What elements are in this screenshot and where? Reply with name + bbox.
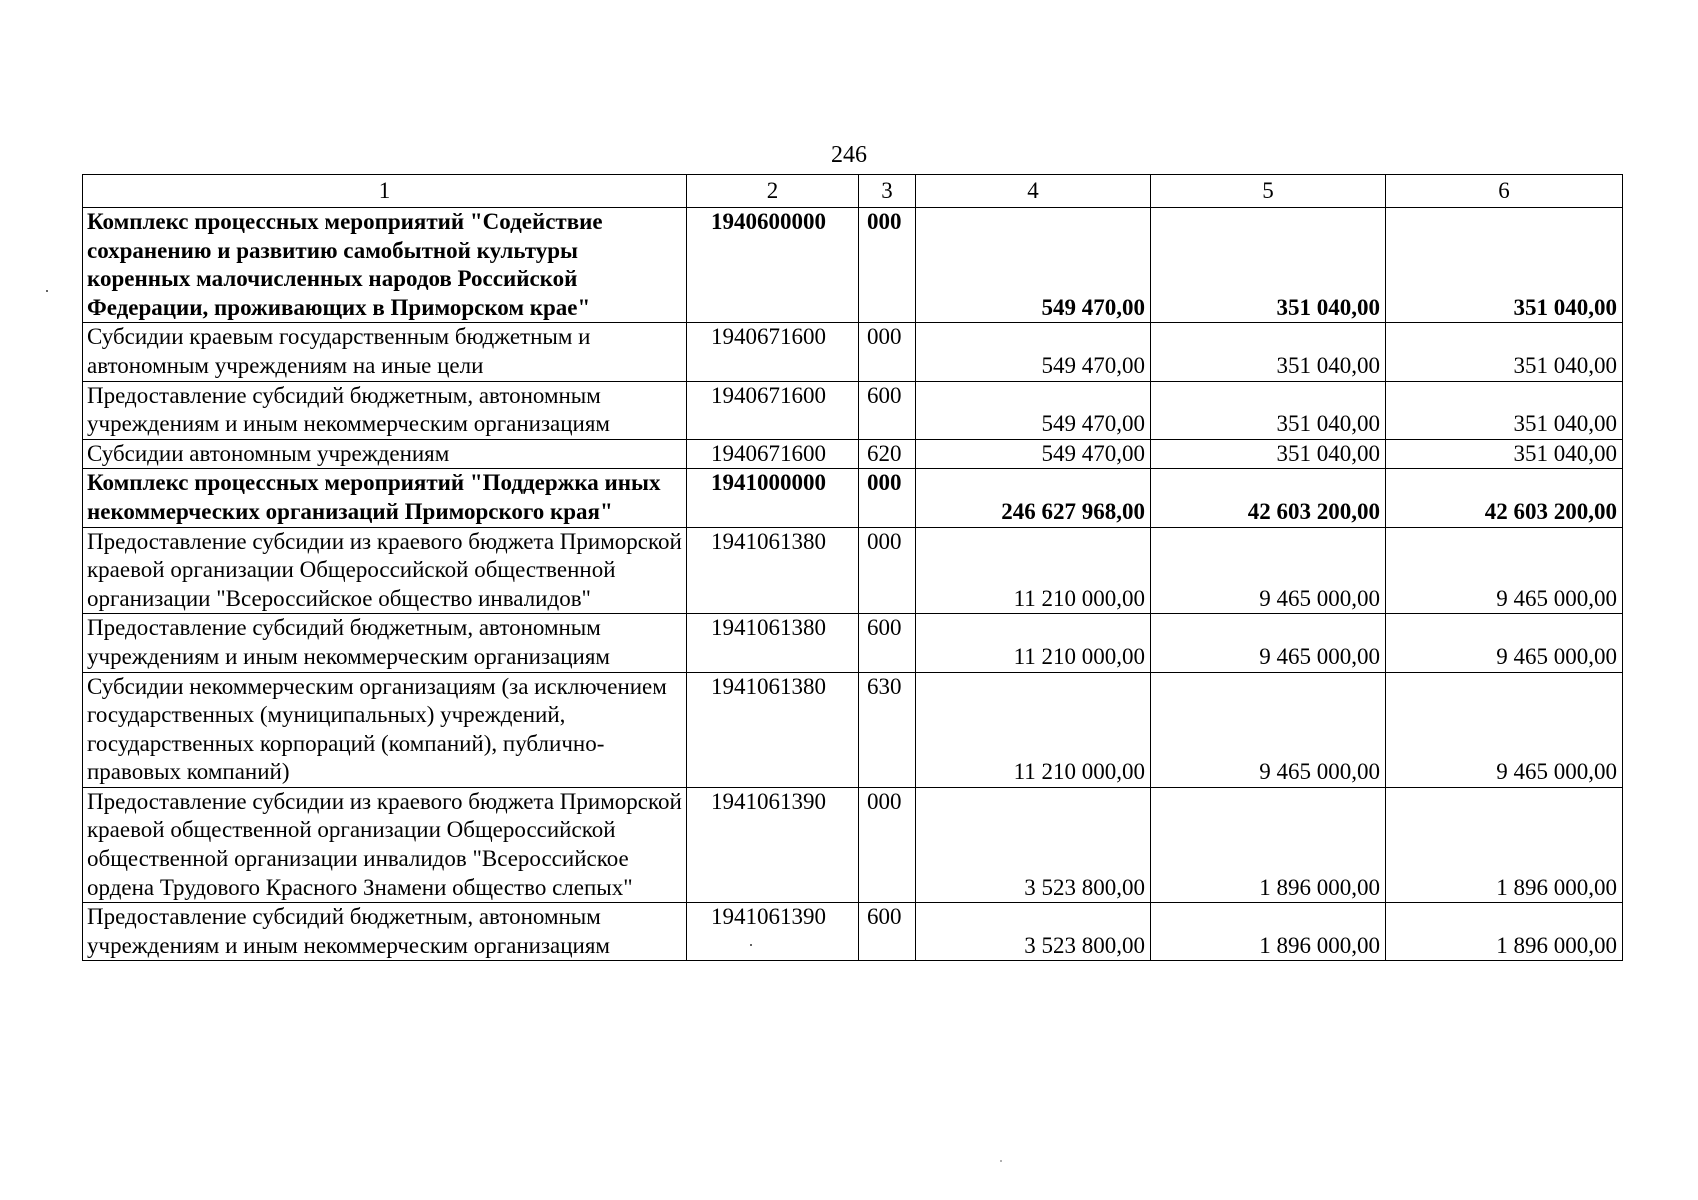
row-amount: 351 040,00	[1151, 208, 1386, 323]
row-amount: 549 470,00	[916, 208, 1151, 323]
row-amount: 42 603 200,00	[1151, 469, 1386, 527]
page-number: 246	[831, 142, 867, 168]
scan-speck-left	[46, 290, 48, 292]
table-row	[83, 527, 1623, 614]
row-amount: 9 465 000,00	[1386, 672, 1623, 787]
row-amount: 9 465 000,00	[1151, 672, 1386, 787]
row-name: Комплекс процессных мероприятий "Поддержка иных некоммерческих организаций Приморского края"	[83, 469, 687, 527]
table-row	[83, 787, 1623, 902]
row-amount: 351 040,00	[1151, 323, 1386, 381]
table-row	[83, 903, 1623, 961]
row-name: Предоставление субсидии из краевого бюджета Приморской краевой общественной организации Общероссийской общественной организации инвалидов "Всероссийское ордена Трудового Красного Знамени общество слепых"	[83, 787, 687, 902]
row-amount: 351 040,00	[1386, 381, 1623, 439]
table-row	[83, 469, 1623, 527]
row-amount: 1 896 000,00	[1386, 903, 1623, 961]
row-code: 1941061390	[687, 787, 859, 902]
row-name: Предоставление субсидии из краевого бюджета Приморской краевой организации Общероссийской общественной организации "Всероссийское общество инвалидов"	[83, 527, 687, 614]
row-amount: 9 465 000,00	[1151, 527, 1386, 614]
row-code: 1940671600	[687, 439, 859, 469]
column-header: 1	[83, 175, 687, 208]
row-name: Субсидии краевым государственным бюджетным и автономным учреждениям на иные цели	[83, 323, 687, 381]
budget-table	[82, 174, 1623, 961]
row-amount: 549 470,00	[916, 439, 1151, 469]
row-amount: 11 210 000,00	[916, 614, 1151, 672]
table-row	[83, 208, 1623, 323]
row-amount: 9 465 000,00	[1386, 527, 1623, 614]
row-amount: 351 040,00	[1151, 381, 1386, 439]
row-amount: 3 523 800,00	[916, 903, 1151, 961]
row-code: 1940600000	[687, 208, 859, 323]
row-type: 000	[859, 787, 916, 902]
table-header-row	[83, 175, 1623, 208]
row-amount: 42 603 200,00	[1386, 469, 1623, 527]
table-row	[83, 439, 1623, 469]
row-amount: 351 040,00	[1386, 323, 1623, 381]
row-name: Предоставление субсидий бюджетным, автономным учреждениям и иным некоммерческим организациям	[83, 614, 687, 672]
row-amount: 351 040,00	[1151, 439, 1386, 469]
column-header: 3	[859, 175, 916, 208]
scan-speck-bottom	[1000, 1160, 1002, 1162]
column-header: 5	[1151, 175, 1386, 208]
row-amount: 9 465 000,00	[1386, 614, 1623, 672]
row-code: 1940671600	[687, 323, 859, 381]
row-name: Комплекс процессных мероприятий "Содействие сохранению и развитию самобытной культуры коренных малочисленных народов Российской Федерации, проживающих в Приморском крае"	[83, 208, 687, 323]
row-amount: 9 465 000,00	[1151, 614, 1386, 672]
row-name: Субсидии некоммерческим организациям (за исключением государственных (муниципальных) учреждений, государственных корпораций (компаний), публично-правовых компаний)	[83, 672, 687, 787]
row-code: 1940671600	[687, 381, 859, 439]
row-type: 630	[859, 672, 916, 787]
row-amount: 549 470,00	[916, 381, 1151, 439]
table-row	[83, 323, 1623, 381]
row-code: 1941061380	[687, 527, 859, 614]
column-header: 4	[916, 175, 1151, 208]
row-type: 000	[859, 527, 916, 614]
row-code: 1941000000	[687, 469, 859, 527]
row-type: 600	[859, 614, 916, 672]
row-name: Предоставление субсидий бюджетным, автономным учреждениям и иным некоммерческим организациям	[83, 903, 687, 961]
table-row	[83, 672, 1623, 787]
row-amount: 1 896 000,00	[1151, 903, 1386, 961]
row-type: 000	[859, 323, 916, 381]
row-code: 1941061390	[687, 903, 859, 961]
row-amount: 11 210 000,00	[916, 672, 1151, 787]
row-type: 600	[859, 381, 916, 439]
row-type: 600	[859, 903, 916, 961]
row-name: Предоставление субсидий бюджетным, автономным учреждениям и иным некоммерческим организациям	[83, 381, 687, 439]
row-amount: 549 470,00	[916, 323, 1151, 381]
column-header: 2	[687, 175, 859, 208]
table-row	[83, 614, 1623, 672]
row-amount: 11 210 000,00	[916, 527, 1151, 614]
row-type: 620	[859, 439, 916, 469]
row-amount: 246 627 968,00	[916, 469, 1151, 527]
table-row	[83, 381, 1623, 439]
row-amount: 351 040,00	[1386, 208, 1623, 323]
row-code: 1941061380	[687, 672, 859, 787]
row-type: 000	[859, 469, 916, 527]
row-code: 1941061380	[687, 614, 859, 672]
row-amount: 3 523 800,00	[916, 787, 1151, 902]
column-header: 6	[1386, 175, 1623, 208]
row-amount: 351 040,00	[1386, 439, 1623, 469]
row-type: 000	[859, 208, 916, 323]
row-name: Субсидии автономным учреждениям	[83, 439, 687, 469]
row-amount: 1 896 000,00	[1386, 787, 1623, 902]
row-amount: 1 896 000,00	[1151, 787, 1386, 902]
